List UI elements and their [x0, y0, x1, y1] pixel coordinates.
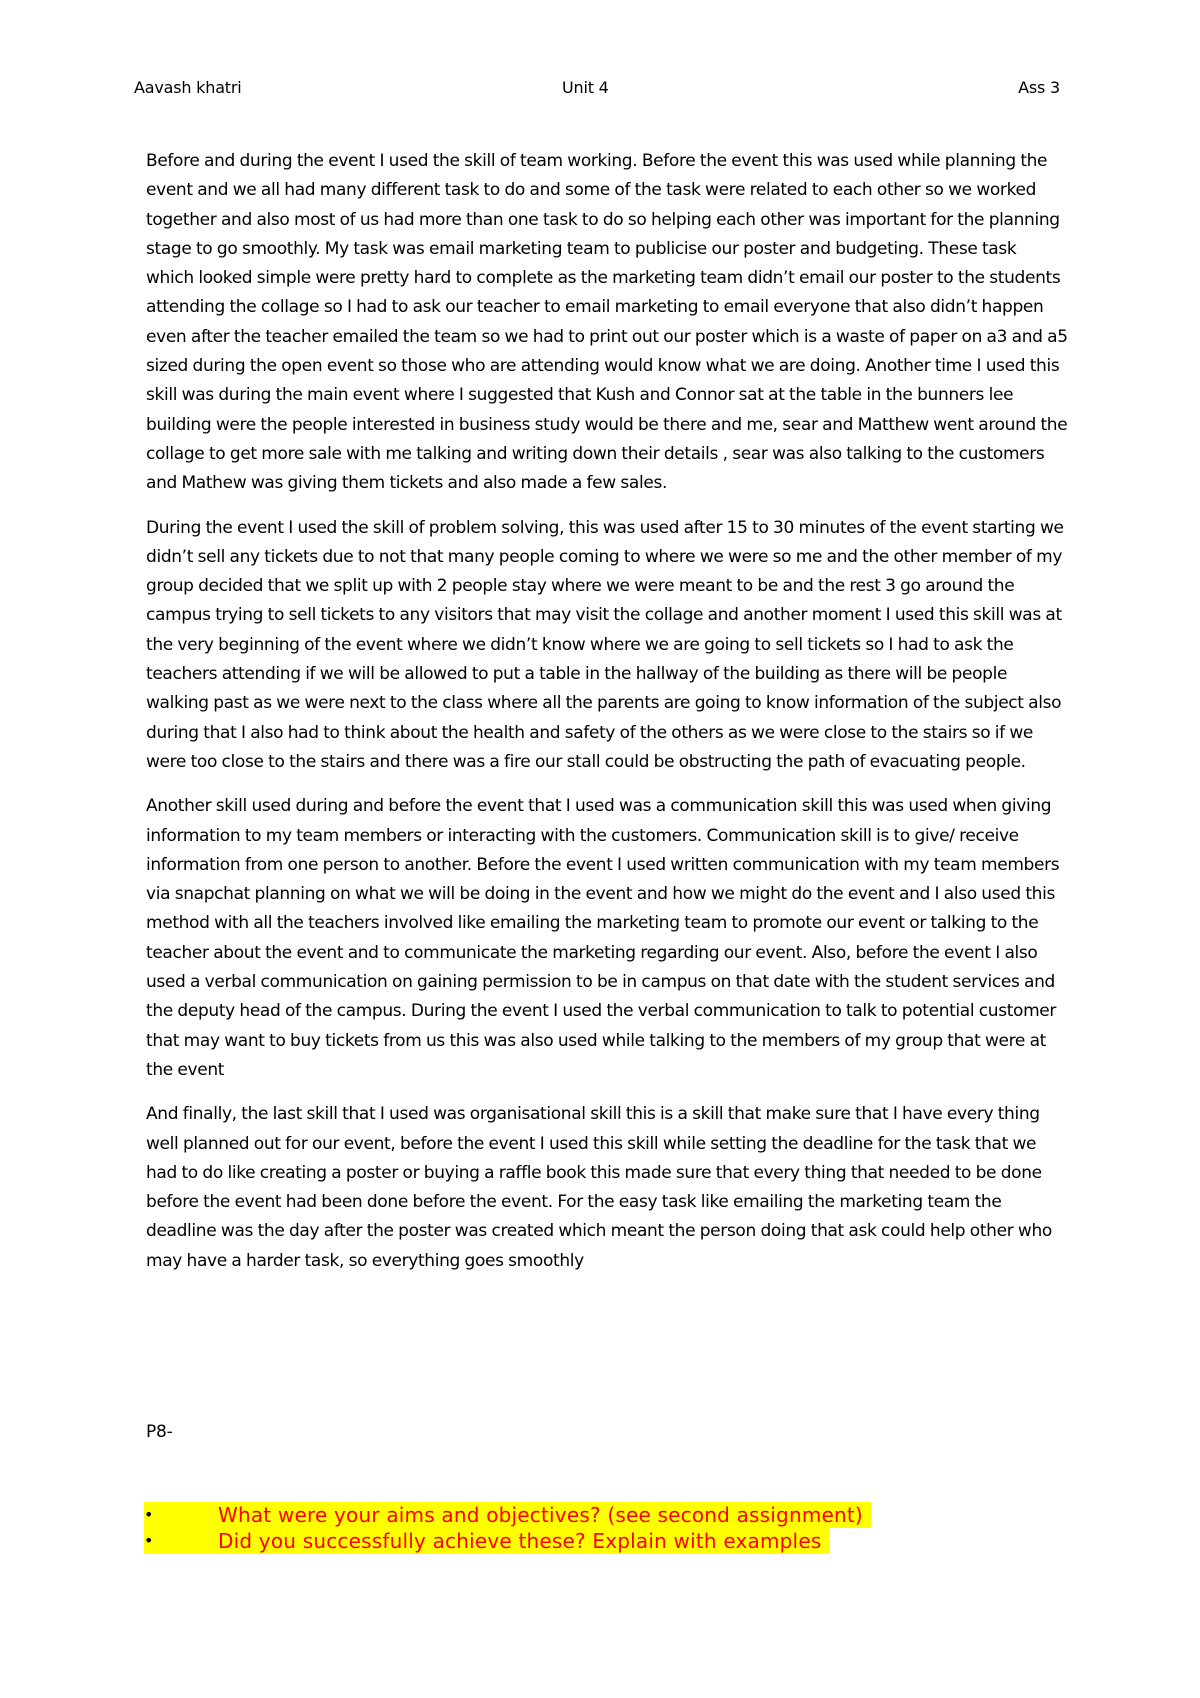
- highlight: [144, 1502, 871, 1528]
- header-author: Aavash khatri: [134, 78, 242, 97]
- bullet-text: Did you successfully achieve these? Explain with examples: [218, 1529, 822, 1553]
- bullet-text: What were your aims and objectives? (see second assignment): [218, 1503, 863, 1527]
- paragraph-problem-solving: During the event I used the skill of problem solving, this was used after 15 to 30 minutes of the event starting we didn’t sell any tickets due to not that many people coming to where we were so me and the other member of my group decided that we split up with 2 people stay where we were meant to be and the rest 3 go around the campus trying to sell tickets to any visitors that may visit the collage and another moment I used this skill was at the very beginning of the event where we didn’t know where we are going to sell tickets so I had to ask the teachers attending if we will be allowed to put a table in the hallway of the building as there will be people walking past as we were next to the class where all the parents are going to know information of the subject also during that I also had to think about the health and safety of the others as we were close to the stairs so if we were too close to the stairs and there was a fire our stall could be obstructing the path of evacuating people.: [146, 517, 1064, 772]
- bullet-item: [144, 1528, 1044, 1554]
- paragraph-organisational: And finally, the last skill that I used was organisational skill this is a skill that make sure that I have every thing well planned out for our event, before the event I used this skill while setting the deadline for the task that we had to do like creating a poster or buying a raffle book this made sure that every thing that needed to be done before the event had been done before the event. For the easy task like emailing the marketing team the deadline was the day after the poster was created which meant the person doing that ask could help other who may have a harder task, so everything goes smoothly: [146, 1104, 1052, 1271]
- bullet-item: [144, 1502, 1044, 1528]
- page-header: [134, 78, 1060, 102]
- bullet-icon: •: [144, 1531, 154, 1550]
- section-label: P8-: [146, 1422, 173, 1442]
- body-text: [146, 147, 1068, 1291]
- bullet-icon: •: [144, 1505, 154, 1524]
- header-assignment: Ass 3: [1018, 78, 1060, 97]
- bullet-list: [144, 1502, 1044, 1554]
- highlight: [144, 1528, 829, 1554]
- paragraph-communication: Another skill used during and before the event that I used was a communication skill this was used when giving information to my team members or interacting with the customers. Communication skill is to give/ receive information from one person to another. Before the event I used written communication with my team members via snapchat planning on what we will be doing in the event and how we might do the event and I also used this method with all the teachers involved like emailing the marketing team to promote our event or talking to the teacher about the event and to communicate the marketing regarding our event. Also, before the event I also used a verbal communication on gaining permission to be in campus on that date with the student services and the deputy head of the campus. During the event I used the verbal communication to talk to potential customer that may want to buy tickets from us this was also used while talking to the members of my group that were at the event: [146, 796, 1060, 1080]
- header-unit: Unit 4: [562, 78, 609, 97]
- paragraph-team-working: Before and during the event I used the skill of team working. Before the event this was used while planning the event and we all had many different task to do and some of the task were related to each other so we worked together and also most of us had more than one task to do so helping each other was important for the planning stage to go smoothly. My task was email marketing team to publicise our poster and budgeting. These task which looked simple were pretty hard to complete as the marketing team didn’t email our poster to the students attending the collage so I had to ask our teacher to email marketing to email everyone that also didn’t happen even after the teacher emailed the team so we had to print out our poster which is a waste of paper on a3 and a5 sized during the open event so those who are attending would know what we are doing. Another time I used this skill was during the main event where I suggested that Kush and Connor sat at the table in the bunners lee building were the people interested in business study would be there and me, sear and Matthew went around the collage to get more sale with me talking and writing down their details , sear was also talking to the customers and Mathew was giving them tickets and also made a few sales.: [146, 151, 1068, 494]
